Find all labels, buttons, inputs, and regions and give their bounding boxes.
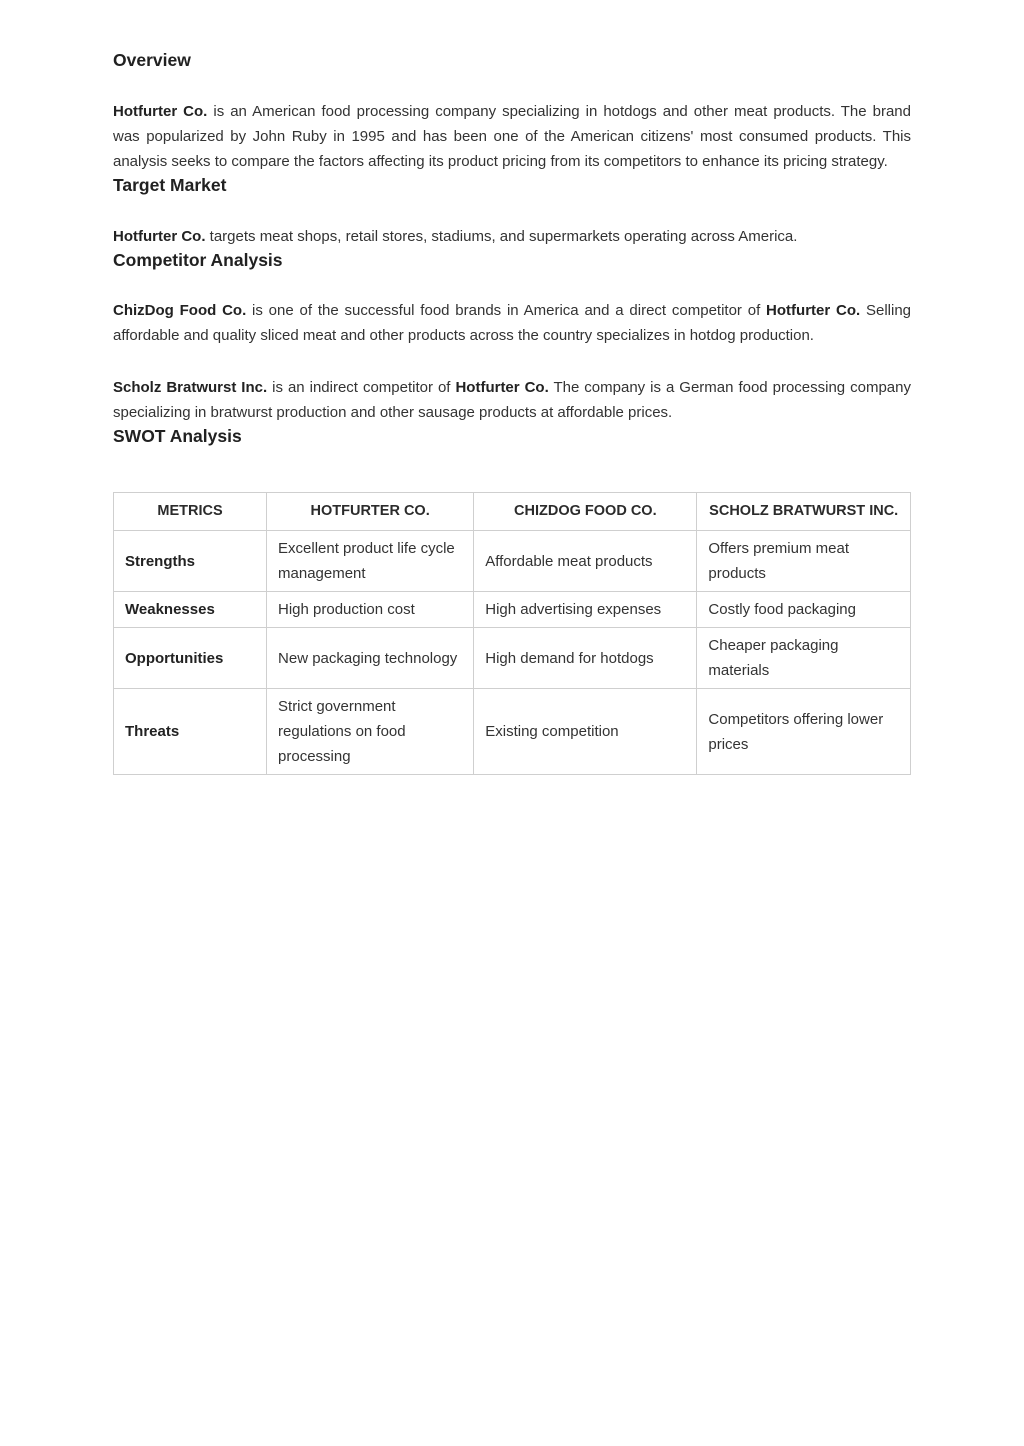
swot-metric-cell: Opportunities bbox=[114, 628, 267, 689]
swot-header-row bbox=[114, 493, 911, 531]
swot-metric-cell: Weaknesses bbox=[114, 592, 267, 628]
text-segment: is an American food processing company specializing in hotdogs and other meat products. The brand was popularized by John Ruby in 1995 and has been one of the American citizens' most consumed products. This analysis seeks to compare the factors affecting its product pricing from its competitors to enhance its pricing strategy. bbox=[113, 102, 911, 170]
bold-text-segment: Hotfurter Co. bbox=[766, 302, 861, 320]
swot-value-cell: High production cost bbox=[267, 592, 474, 628]
swot-metric-cell: Threats bbox=[114, 689, 267, 775]
section-heading-overview: Overview bbox=[113, 50, 191, 70]
section-competitor-analysis bbox=[113, 249, 911, 426]
target-market-paragraph bbox=[113, 224, 911, 249]
swot-value-cell: New packaging technology bbox=[267, 628, 474, 689]
swot-value-cell: Competitors offering lower prices bbox=[697, 689, 911, 775]
swot-value-cell: High advertising expenses bbox=[474, 592, 697, 628]
section-overview bbox=[113, 49, 911, 174]
table-row bbox=[114, 531, 911, 592]
table-row bbox=[114, 592, 911, 628]
swot-value-cell: Cheaper packaging materials bbox=[697, 628, 911, 689]
swot-value-cell: Strict government regulations on food processing bbox=[267, 689, 474, 775]
text-segment: The company is a German food processing company specializing in bratwurst production and other sausage products at affordable prices. bbox=[113, 379, 911, 422]
section-heading-swot-analysis: SWOT Analysis bbox=[113, 426, 242, 447]
swot-value-cell: Costly food packaging bbox=[697, 592, 911, 628]
overview-paragraph bbox=[113, 99, 911, 174]
text-segment: Selling affordable and quality sliced meat and other products across the country specializes in hotdog production. bbox=[113, 302, 912, 345]
swot-value-cell: Existing competition bbox=[474, 689, 697, 775]
table-row bbox=[114, 689, 911, 775]
swot-column-header: HOTFURTER CO. bbox=[267, 493, 474, 531]
bold-text-segment: Hotfurter Co. bbox=[113, 227, 206, 245]
text-segment: targets meat shops, retail stores, stadiums, and supermarkets operating across America. bbox=[205, 227, 798, 245]
text-segment: is an indirect competitor of bbox=[267, 379, 456, 397]
swot-table bbox=[113, 492, 911, 775]
swot-column-header: SCHOLZ BRATWURST INC. bbox=[697, 493, 911, 531]
section-swot-analysis bbox=[113, 425, 911, 775]
bold-text-segment: Hotfurter Co. bbox=[455, 379, 549, 397]
table-row bbox=[114, 628, 911, 689]
section-heading-target-market: Target Market bbox=[113, 174, 227, 195]
text-segment: is one of the successful food brands in America and a direct competitor of bbox=[246, 302, 767, 320]
swot-value-cell: Offers premium meat products bbox=[697, 531, 911, 592]
swot-value-cell: High demand for hotdogs bbox=[474, 628, 697, 689]
swot-metric-cell: Strengths bbox=[114, 531, 267, 592]
section-heading-competitor-analysis: Competitor Analysis bbox=[113, 249, 283, 270]
bold-text-segment: ChizDog Food Co. bbox=[113, 302, 247, 320]
competitor-paragraph-chizdog bbox=[113, 298, 911, 348]
bold-text-segment: Hotfurter Co. bbox=[113, 102, 208, 120]
swot-column-header: METRICS bbox=[114, 493, 267, 531]
swot-column-header: CHIZDOG FOOD CO. bbox=[474, 493, 697, 531]
competitor-paragraph-scholz bbox=[113, 375, 911, 425]
bold-text-segment: Scholz Bratwurst Inc. bbox=[113, 379, 268, 397]
section-target-market bbox=[113, 174, 911, 249]
swot-table-body bbox=[114, 531, 911, 775]
swot-value-cell: Excellent product life cycle management bbox=[267, 531, 474, 592]
swot-value-cell: Affordable meat products bbox=[474, 531, 697, 592]
